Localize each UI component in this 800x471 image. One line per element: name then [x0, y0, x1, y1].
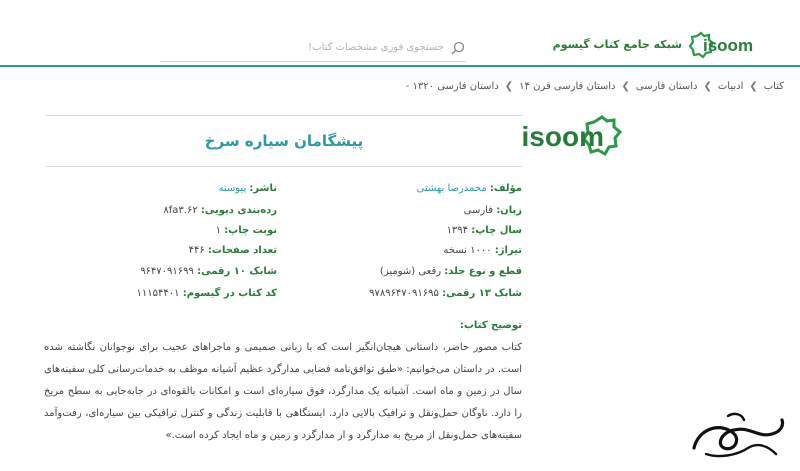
search-bar: [160, 34, 466, 62]
detail-gisoom-code: [137, 288, 277, 299]
chevron-left-icon: ❯: [504, 81, 514, 92]
detail-edition: [216, 225, 277, 236]
chevron-left-icon: ❯: [703, 81, 712, 92]
search-icon[interactable]: [450, 40, 466, 56]
search-input[interactable]: [160, 42, 448, 53]
breadcrumb-item-persian-fiction[interactable]: داستان فارسی: [635, 81, 698, 92]
detail-pages: [189, 245, 277, 256]
author-link[interactable]: محمدرضا بهشتی: [416, 183, 487, 194]
author-label: مؤلف:: [489, 183, 522, 194]
isbn10-label: شابک ۱۰ رقمی:: [197, 266, 277, 277]
breadcrumb-item-1320[interactable]: داستان فارسی ۱۳۲۰ -: [405, 81, 499, 92]
year-label: سال چاپ:: [471, 225, 522, 236]
detail-isbn10: [140, 266, 277, 277]
gisoom-large-logo-icon: [521, 115, 746, 157]
language-label: زبان:: [496, 205, 522, 216]
publisher-link[interactable]: پیوسته: [218, 183, 247, 194]
detail-circulation: [443, 245, 522, 256]
detail-isbn13: [369, 288, 522, 299]
breadcrumb-item-books[interactable]: کتاب: [763, 81, 784, 92]
pages-value: ۴۴۶: [188, 245, 205, 256]
description-text: کتاب مصور حاضر، داستانی هیجان‌انگیز است که با زبانی صمیمی و ماجراهای عجیب برای نوجوانان نگاشته شده است. در داستان می‌خوانیم: «طبق توافق‌نامه فضایی مدارگرد عظیم آشیانه موظف به خدمات‌رسانی کلی سفینه‌های سال در زمین و ماه است. آشیانه یک مدارگرد، فوق سیاره‌ای است و امکانات بالقوه‌ای در جابه‌جایی به سطح مریخ را دارد. ناوگان حمل‌ونقل و ترافیک بالایی دارد. ایستگاهی با قابلیت زندگی و کنترل ترافیکی بین سیاره‌ای، رفت‌وآمد سفینه‌های حمل‌ونقل از مریخ به مدارگرد و از مدارگرد و زمین و ماه ایجاد کرده است.»: [44, 342, 522, 441]
divider: [46, 166, 522, 167]
svg-text:isoom: isoom: [521, 121, 604, 152]
calligraphy-ornament-icon: [688, 408, 788, 464]
site-header: [0, 0, 800, 67]
breadcrumb-item-literature[interactable]: ادبیات: [717, 81, 744, 92]
isbn13-label: شابک ۱۳ رقمی:: [442, 288, 522, 299]
divider: [46, 115, 522, 116]
description-heading: توضیح کتاب:: [459, 320, 522, 331]
pages-label: تعداد صفحات:: [207, 245, 277, 256]
year-value: ۱۳۹۴: [446, 225, 469, 236]
gisoom-code-label: کد کتاب در گیسوم:: [182, 288, 277, 299]
format-value: رقعی (شومیز): [379, 266, 442, 277]
gisoom-code-value: ۱۱۱۵۴۴۰۱: [136, 288, 180, 299]
circulation-label: تیراژ:: [494, 245, 522, 256]
edition-label: نوبت چاپ:: [224, 225, 277, 236]
book-title: پیشگامان سیاره سرخ: [204, 132, 364, 150]
language-value: فارسی: [463, 205, 493, 216]
detail-author: [417, 183, 522, 194]
detail-format: [380, 266, 522, 277]
format-label: قطع و نوع جلد:: [444, 266, 522, 277]
gisoom-logo-icon: [690, 32, 786, 58]
dewey-value: ۸fa۳.۶۲: [163, 205, 198, 216]
detail-year: [447, 225, 522, 236]
edition-value: ۱: [215, 225, 221, 236]
breadcrumb-item-14th-century[interactable]: داستان فارسی قرن ۱۴: [519, 81, 616, 92]
circulation-value: ۱۰۰۰ نسخه: [443, 245, 492, 256]
detail-language: [464, 205, 522, 216]
isbn13-value: ۹۷۸۹۶۴۷۰۹۱۶۹۵: [369, 288, 439, 299]
detail-dewey: [163, 205, 277, 216]
breadcrumb: [406, 81, 784, 92]
detail-publisher: [219, 183, 278, 194]
svg-text:isoom: isoom: [703, 36, 754, 55]
publisher-label: ناشر:: [249, 183, 277, 194]
brand-logo[interactable]: [690, 32, 786, 58]
chevron-left-icon: ❯: [621, 81, 630, 92]
isbn10-value: ۹۶۴۷۰۹۱۶۹۹: [140, 266, 194, 277]
chevron-left-icon: ❯: [749, 81, 758, 92]
brand-name[interactable]: شبکه جامع کتاب گیسوم: [552, 38, 682, 51]
dewey-label: رده‌بندی دیویی:: [200, 205, 277, 216]
